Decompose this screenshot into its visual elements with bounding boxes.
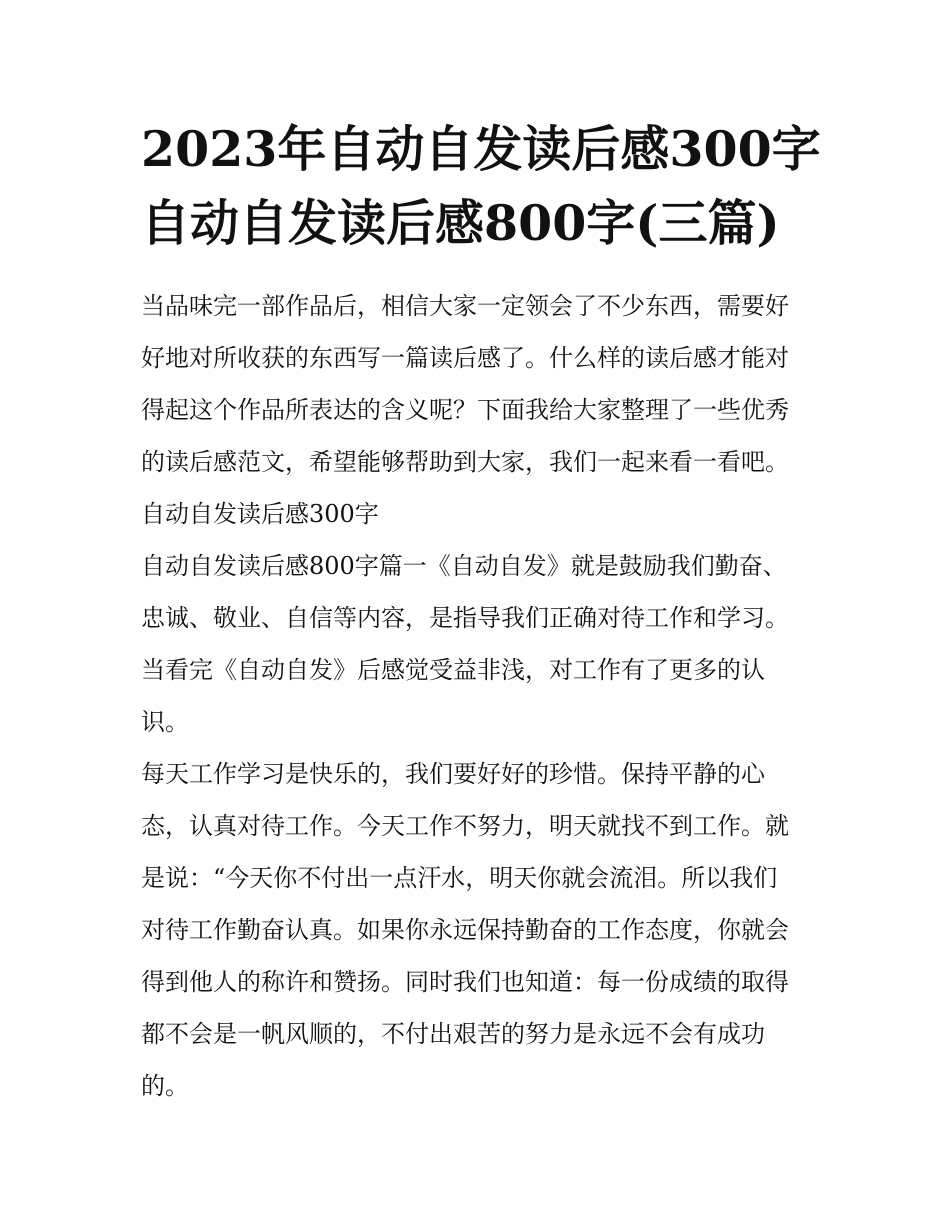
document-title: [141, 112, 821, 260]
document-content: [141, 112, 821, 1112]
section-heading: [141, 488, 816, 540]
paragraph-line: 的。: [141, 1072, 189, 1100]
paragraph-line: 忠诚、敬业、自信等内容，是指导我们正确对待工作和学习。: [141, 604, 789, 632]
paragraph-line: 是说：“今天你不付出一点汗水，明天你就会流泪。所以我们: [141, 864, 778, 892]
section-heading-text: 自动自发读后感300字: [141, 500, 379, 528]
paragraph-line: 都不会是一帆风顺的，不付出艰苦的努力是永远不会有成功: [141, 1020, 765, 1048]
paragraph-line: 态，认真对待工作。今天工作不努力，明天就找不到工作。就: [141, 812, 789, 840]
title-line: 自动自发读后感800字(三篇): [141, 194, 780, 252]
paragraph-line: 自动自发读后感800字篇一《自动自发》就是鼓励我们勤奋、: [141, 552, 787, 580]
paragraph-line: 识。: [141, 708, 189, 736]
title-line: 2023年自动自发读后感300字: [141, 120, 821, 178]
paragraph-line: 好地对所收获的东西写一篇读后感了。什么样的读后感才能对: [141, 344, 789, 372]
paragraph-line: 当品味完一部作品后，相信大家一定领会了不少东西，需要好: [141, 292, 789, 320]
body-paragraph: [141, 540, 816, 748]
paragraph-line: 得到他人的称许和赞扬。同时我们也知道：每一份成绩的取得: [141, 968, 789, 996]
paragraph-line: 每天工作学习是快乐的，我们要好好的珍惜。保持平静的心: [141, 760, 765, 788]
body-paragraph: [141, 748, 816, 1112]
intro-paragraph: [141, 280, 816, 488]
paragraph-line: 得起这个作品所表达的含义呢？下面我给大家整理了一些优秀: [141, 396, 789, 424]
paragraph-line: 的读后感范文，希望能够帮助到大家，我们一起来看一看吧。: [141, 448, 789, 476]
paragraph-line: 当看完《自动自发》后感觉受益非浅，对工作有了更多的认: [141, 656, 765, 684]
paragraph-line: 对待工作勤奋认真。如果你永远保持勤奋的工作态度，你就会: [141, 916, 789, 944]
